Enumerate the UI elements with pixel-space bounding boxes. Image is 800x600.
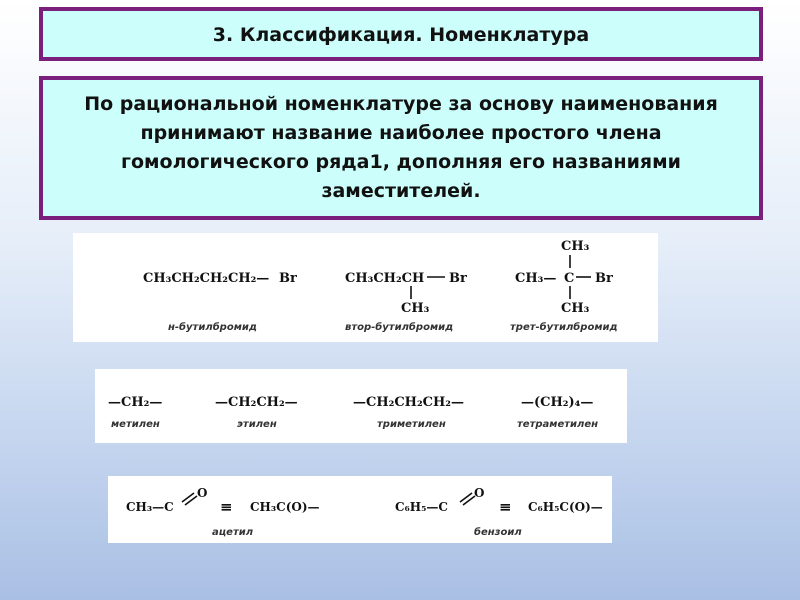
tert-br: Br xyxy=(595,271,613,286)
radical-formula: —CH₂CH₂— xyxy=(215,395,298,410)
benzoyl-formula: C₆H₅—C xyxy=(395,500,448,514)
radical-name: этилен xyxy=(237,419,277,430)
radical-name: триметилен xyxy=(377,419,446,430)
acyl-groups-figure xyxy=(108,476,612,543)
sec-butyl-name: втор-бутилбромид xyxy=(345,322,454,333)
tert-c: C xyxy=(564,271,575,286)
acetyl-double-bond xyxy=(182,493,194,502)
benzoyl-equiv: ≡ xyxy=(499,498,512,516)
definition-text: По рациональной номенклатуре за основу наименования принимают название наиболее простого члена гомологического ряда1, дополняя его названиями заместителей. xyxy=(39,76,763,220)
benzoyl-double-bond xyxy=(460,493,472,502)
slide-title: 3. Классификация. Номенклатура xyxy=(39,7,763,61)
acetyl-double-bond xyxy=(185,496,197,505)
radical-name: тетраметилен xyxy=(517,419,599,430)
butyl-bromides-figure xyxy=(73,233,658,342)
radical-formula: —CH₂— xyxy=(108,395,163,410)
acetyl-formula: CH₃—C xyxy=(126,500,174,514)
radical-name: метилен xyxy=(111,419,160,430)
acetyl-o: O xyxy=(197,486,208,500)
tert-ch3-top: CH₃ xyxy=(561,239,590,254)
acetyl-short-formula: CH₃C(O)— xyxy=(250,500,320,514)
alkylene-radicals-figure xyxy=(95,369,627,443)
tert-ch3-left: CH₃— xyxy=(515,271,557,286)
benzoyl-o: O xyxy=(474,486,485,500)
radical-formula: —(CH₂)₄— xyxy=(521,395,594,410)
sec-butyl-ch3: CH₃ xyxy=(401,301,430,316)
benzoyl-name: бензоил xyxy=(474,527,522,538)
acetyl-name: ацетил xyxy=(212,527,254,538)
acetyl-equiv: ≡ xyxy=(220,498,233,516)
n-butyl-br: Br xyxy=(279,271,297,286)
radical-formula: —CH₂CH₂CH₂— xyxy=(353,395,464,410)
benzoyl-short-formula: C₆H₅C(O)— xyxy=(528,500,603,514)
tert-ch3-bottom: CH₃ xyxy=(561,301,590,316)
n-butyl-formula: CH₃CH₂CH₂CH₂— xyxy=(143,271,270,286)
tert-butyl-name: трет-бутилбромид xyxy=(510,322,618,333)
n-butyl-name: н-бутилбромид xyxy=(168,322,257,333)
sec-butyl-br: Br xyxy=(449,271,467,286)
sec-butyl-formula: CH₃CH₂CH xyxy=(345,271,425,286)
